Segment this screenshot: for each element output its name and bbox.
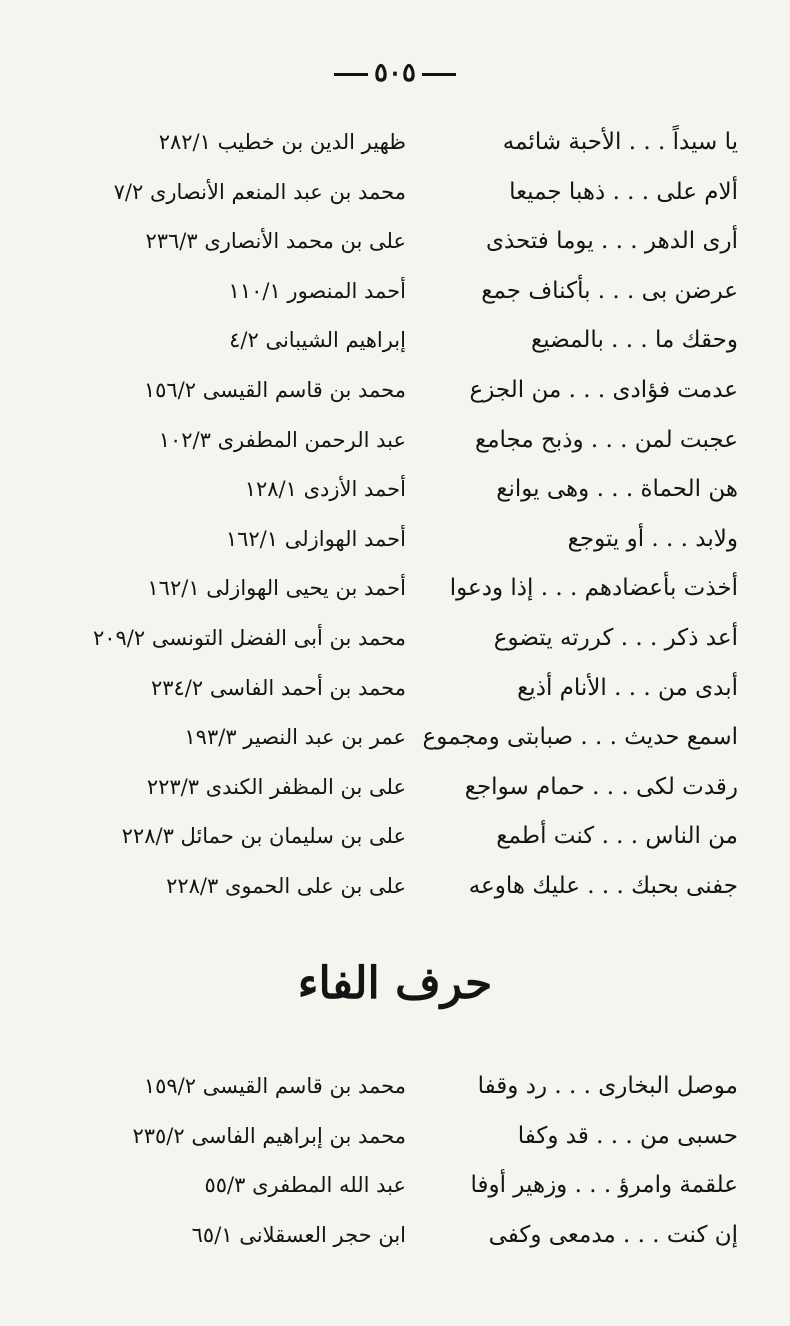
index-row: [0, 713, 790, 763]
poet-reference: ظهير الدين بن خطيب ٢٨٢/١: [158, 130, 406, 154]
index-row: [0, 168, 790, 218]
verse-incipit: عدمت فؤادى . . . من الجزع: [469, 376, 738, 403]
verse-incipit: اسمع حديث . . . صبابتى ومجموع: [422, 724, 738, 751]
verse-incipit: من الناس . . . كنت أطمع: [496, 823, 738, 850]
poet-reference: عبد الله المطفرى ٥٥/٣: [204, 1173, 406, 1198]
index-row: [0, 614, 790, 664]
verse-incipit: موصل البخارى . . . رد وقفا: [477, 1073, 738, 1099]
poet-reference: على بن المظفر الكندى ٢٢٣/٣: [146, 774, 406, 799]
index-row: [0, 1161, 790, 1211]
verse-incipit: أبدى من . . . الأنام أذيع: [517, 674, 738, 701]
poet-reference: محمد بن عبد المنعم الأنصارى ٧/٢: [113, 179, 406, 204]
poet-reference: محمد بن قاسم القيسى ١٥٩/٢: [143, 1074, 406, 1098]
index-row: [0, 515, 790, 565]
index-row: [0, 664, 790, 714]
poet-reference: على بن على الحموى ٢٢٨/٣: [166, 873, 406, 898]
index-row: [0, 812, 790, 862]
poet-reference: عمر بن عبد النصير ١٩٣/٣: [184, 725, 406, 750]
verse-incipit: إن كنت . . . مدمعى وكفى: [488, 1221, 738, 1248]
verse-incipit: عجبت لمن . . . وذبح مجامع: [474, 426, 738, 453]
index-row: [0, 1062, 790, 1112]
page-number: [0, 58, 790, 88]
verse-incipit: علقمة وامرؤ . . . وزهير أوفا: [470, 1172, 738, 1199]
index-row: [0, 366, 790, 416]
verse-incipit: وحقك ما . . . بالمضيع: [531, 327, 738, 354]
index-row: [0, 416, 790, 466]
verse-incipit: جفنى بحبك . . . عليك هاوعه: [468, 872, 738, 899]
poet-reference: أحمد المنصور ١١٠/١: [228, 278, 406, 303]
page-number-dash-right: [422, 73, 456, 76]
index-row: [0, 1112, 790, 1162]
index-row: [0, 1211, 790, 1261]
poet-reference: محمد بن أحمد الفاسى ٢٣٤/٢: [150, 675, 406, 700]
page-number-dash-left: [334, 73, 368, 76]
verse-incipit: ألام على . . . ذهبا جميعا: [509, 178, 738, 205]
poet-reference: عبد الرحمن المطفرى ١٠٢/٣: [158, 427, 406, 452]
poet-reference: على بن سليمان بن حمائل ٢٢٨/٣: [121, 824, 406, 849]
poet-reference: محمد بن قاسم القيسى ١٥٦/٢: [143, 377, 406, 402]
verse-incipit: ولابد . . . أو يتوجع: [567, 525, 738, 552]
poet-reference: أحمد الأزدى ١٢٨/١: [244, 477, 406, 502]
index-section-1: [0, 118, 790, 912]
index-row: [0, 267, 790, 317]
poet-reference: محمد بن إبراهيم الفاسى ٢٣٥/٢: [132, 1123, 406, 1148]
page-number-text: ٥٠٥: [374, 58, 416, 88]
poet-reference: أحمد بن يحيى الهوازلى ١٦٢/١: [147, 576, 406, 601]
section-heading: حرف الفاء: [297, 958, 493, 1009]
index-row: [0, 316, 790, 366]
index-row: [0, 862, 790, 912]
poet-reference: أحمد الهوازلى ١٦٢/١: [225, 526, 406, 551]
index-row: [0, 763, 790, 813]
verse-incipit: أرى الدهر . . . يوما فتحذى: [485, 228, 738, 255]
poet-reference: إبراهيم الشيبانى ٤/٢: [229, 328, 406, 353]
verse-incipit: حسبى من . . . قد وكفا: [517, 1122, 738, 1149]
verse-incipit: يا سيداً . . . الأحبة شائمه: [502, 129, 738, 155]
index-row: [0, 465, 790, 515]
verse-incipit: رقدت لكى . . . حمام سواجع: [464, 773, 738, 800]
verse-incipit: أعد ذكر . . . كررته يتضوع: [493, 624, 738, 651]
index-row: [0, 564, 790, 614]
index-row: [0, 217, 790, 267]
index-section-2: [0, 1062, 790, 1260]
index-row: [0, 118, 790, 168]
poet-reference: ابن حجر العسقلانى ٦٥/١: [191, 1222, 406, 1247]
poet-reference: محمد بن أبى الفضل التونسى ٢٠٩/٢: [92, 625, 406, 650]
verse-incipit: عرضن بى . . . بأكناف جمع: [481, 277, 738, 304]
poet-reference: على بن محمد الأنصارى ٢٣٦/٣: [145, 229, 406, 254]
verse-incipit: أخذت بأعضادهم . . . إذا ودعوا: [449, 575, 738, 602]
verse-incipit: هن الحماة . . . وهى يوانع: [496, 476, 738, 503]
